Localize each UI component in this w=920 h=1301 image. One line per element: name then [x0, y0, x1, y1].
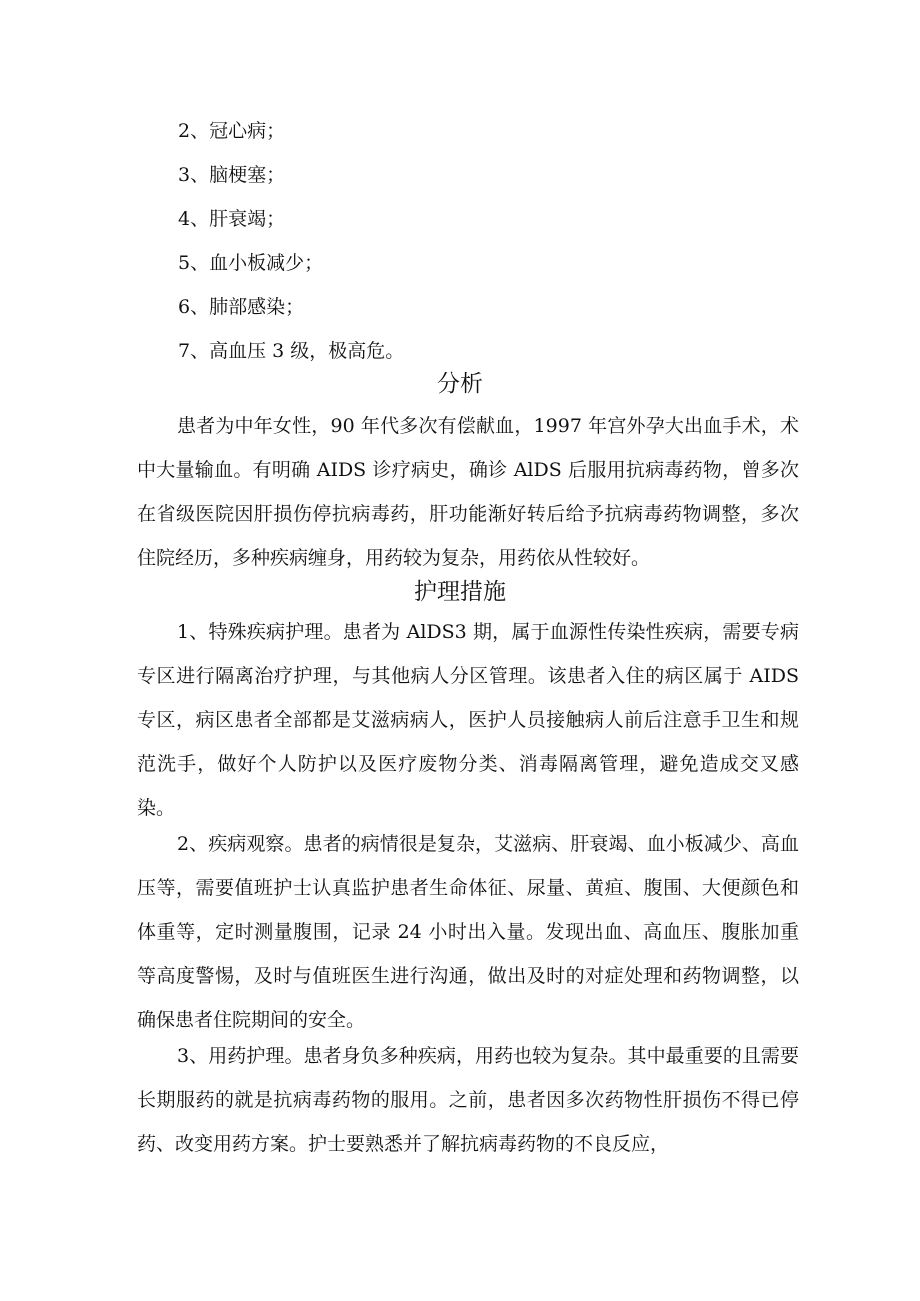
- list-item: 7、高血压 3 级，极高危。: [178, 340, 405, 362]
- analysis-heading: 分析: [437, 371, 483, 397]
- care-paragraph-special-disease: 1、特殊疾病护理。患者为 AlDS3 期，属于血源性传染性疾病，需要专病专区进行隔离治疗护理，与其他病人分区管理。该患者入住的病区属于 AIDS 专区，病区患者全部都是艾滋病病人，医护人员接触病人前后注意手卫生和规范洗手，做好个人防护以及医疗废物分类、消毒隔离管理，避免造成交叉感染。: [137, 621, 799, 819]
- list-item: 6、肺部感染；: [178, 296, 305, 318]
- care-measures-heading: 护理措施: [414, 579, 506, 605]
- list-item: 3、脑梗塞；: [178, 164, 286, 186]
- care-paragraph-observation: 2、疾病观察。患者的病情很是复杂，艾滋病、肝衰竭、血小板减少、高血压等，需要值班护士认真监护患者生命体征、尿量、黄疸、腹围、大便颜色和体重等，定时测量腹围，记录 24 小时出入量。发现出血、高血压、腹胀加重等高度警惕，及时与值班医生进行沟通，做出及时的对症处理和药物调整，以确保患者住院期间的安全。: [137, 833, 799, 1031]
- diagnosis-list: [178, 120, 798, 384]
- care-paragraph-medication: 3、用药护理。患者身负多种疾病，用药也较为复杂。其中最重要的且需要长期服药的就是抗病毒药物的服用。之前，患者因多次药物性肝损伤不得已停药、改变用药方案。护士要熟悉并了解抗病毒药物的不良反应，: [137, 1045, 799, 1155]
- list-item: 2、冠心病；: [178, 120, 286, 142]
- list-item: 5、血小板减少；: [178, 252, 324, 274]
- list-item: 4、肝衰竭；: [178, 208, 286, 230]
- analysis-paragraph: 患者为中年女性，90 年代多次有偿献血，1997 年宫外孕大出血手术，术中大量输血。有明确 AIDS 诊疗病史，确诊 AlDS 后服用抗病毒药物，曾多次在省级医院因肝损伤停抗病毒药，肝功能渐好转后给予抗病毒药物调整，多次住院经历，多种疾病缠身，用药较为复杂，用药依从性较好。: [137, 415, 799, 569]
